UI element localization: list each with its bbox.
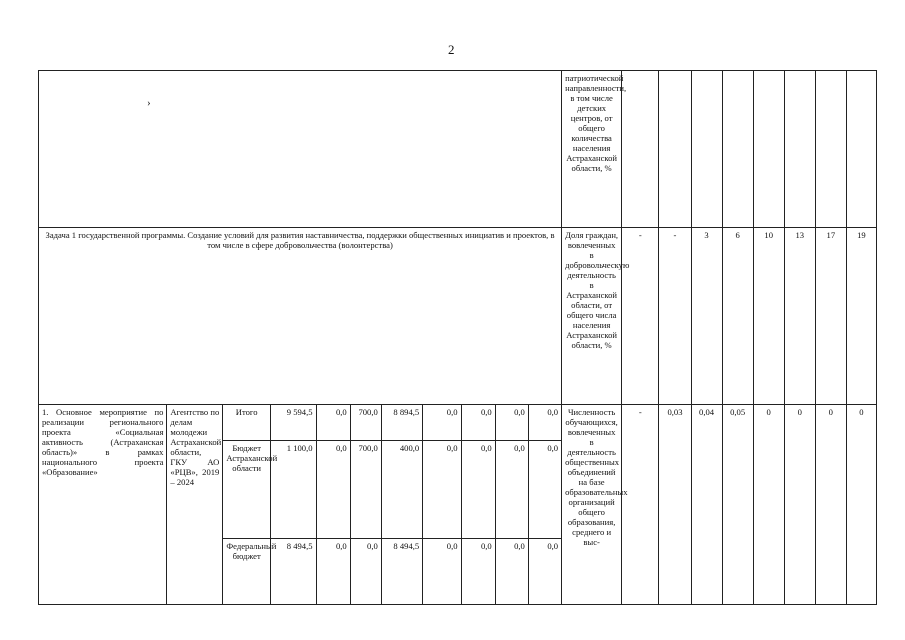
table-row (39, 405, 877, 441)
amount-cell: 0,0 (461, 539, 495, 605)
amount-cell: 0,0 (316, 539, 350, 605)
value-cell: 0 (815, 405, 846, 605)
amount-cell: 0,0 (423, 539, 461, 605)
executor-cell: Агентство по делам молодежи Астраханской области, ГКУ АО «РЦВ», 2019 – 2024 (167, 405, 223, 605)
empty-cell (753, 71, 784, 228)
amount-cell: 0,0 (350, 539, 381, 605)
program-table (38, 70, 877, 605)
empty-merged-cell (39, 71, 562, 228)
amount-cell: 0,0 (316, 441, 350, 539)
value-cell: 10 (753, 228, 784, 405)
value-cell: 13 (784, 228, 815, 405)
amount-cell: 0,0 (495, 405, 528, 441)
indicator-cell: патриотической направленности, в том числе детских центров, от общего количества населения Астраханской области, % (562, 71, 622, 228)
amount-cell: 0,0 (495, 539, 528, 605)
empty-cell (659, 71, 691, 228)
amount-cell: 0,0 (423, 405, 461, 441)
empty-cell (815, 71, 846, 228)
value-cell: - (622, 228, 659, 405)
empty-cell (622, 71, 659, 228)
amount-cell: 1 100,0 (270, 441, 316, 539)
value-cell: 0 (753, 405, 784, 605)
indicator-cell: Доля граждан, вовлеченных в добровольческую деятельность в Астраханской области, от общего числа населения Астраханской области, % (562, 228, 622, 405)
amount-cell: 8 894,5 (381, 405, 422, 441)
empty-cell (722, 71, 753, 228)
value-cell: 0,03 (659, 405, 691, 605)
value-cell: - (622, 405, 659, 605)
amount-cell: 0,0 (316, 405, 350, 441)
amount-cell: 400,0 (381, 441, 422, 539)
amount-cell: 0,0 (461, 441, 495, 539)
amount-cell: 700,0 (350, 441, 381, 539)
amount-cell: 0,0 (528, 441, 561, 539)
amount-cell: 8 494,5 (270, 539, 316, 605)
value-cell: 6 (722, 228, 753, 405)
stray-mark: › (147, 97, 151, 109)
page-number: 2 (448, 42, 455, 57)
funding-source: Итого (223, 405, 271, 441)
value-cell: 0,05 (722, 405, 753, 605)
indicator-cell: Численность обучающихся, вовлеченных в деятельность общественных объединений на базе образовательных организаций общего образования, среднего и выс- (562, 405, 622, 605)
funding-source: Федеральный бюджет (223, 539, 271, 605)
empty-cell (846, 71, 876, 228)
empty-cell (691, 71, 722, 228)
amount-cell: 700,0 (350, 405, 381, 441)
amount-cell: 0,0 (461, 405, 495, 441)
value-cell: 3 (691, 228, 722, 405)
activity-cell: 1. Основное мероприятие по реализации регионального проекта «Социальная активность (Астраханская область)» в рамках национального проекта «Образование» (39, 405, 167, 605)
value-cell: 17 (815, 228, 846, 405)
amount-cell: 9 594,5 (270, 405, 316, 441)
table-row (39, 71, 877, 228)
amount-cell: 0,0 (528, 539, 561, 605)
value-cell: 0 (784, 405, 815, 605)
table-row (39, 228, 877, 405)
funding-source: Бюджет Астраханской области (223, 441, 271, 539)
amount-cell: 0,0 (528, 405, 561, 441)
value-cell: - (659, 228, 691, 405)
task-heading: Задача 1 государственной программы. Создание условий для развития наставничества, поддержки общественных инициатив и проектов, в том числе в сфере добровольчества (волонтерства) (39, 228, 562, 405)
empty-cell (784, 71, 815, 228)
amount-cell: 8 494,5 (381, 539, 422, 605)
amount-cell: 0,0 (495, 441, 528, 539)
amount-cell: 0,0 (423, 441, 461, 539)
value-cell: 0,04 (691, 405, 722, 605)
value-cell: 19 (846, 228, 876, 405)
value-cell: 0 (846, 405, 876, 605)
